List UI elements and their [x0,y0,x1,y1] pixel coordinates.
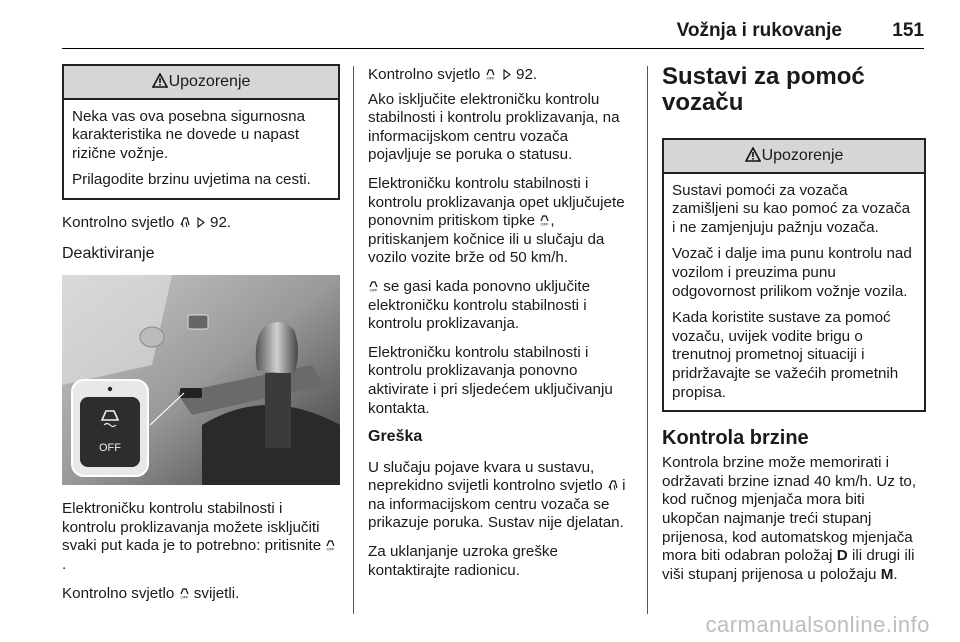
warning-body [64,100,338,198]
warning-text-2: Vozač i dalje ima punu kontrolu nad vozilom i preuzima punu odgovornost prilikom vožnje vozila. [672,245,912,300]
gear-m: M [880,565,894,583]
svg-text:OFF: OFF [326,546,335,552]
esc-fault-icon [607,479,618,491]
warning-title: Upozorenje [168,73,251,90]
page-ref-arrow-icon [196,217,206,228]
heading-deactivate: Deaktiviranje [62,244,155,262]
esc-off-icon [539,214,550,226]
warning-text-3: Kada koristite sustave za pomoć vozaču, uvijek vodite brigu o trenutnoj prometnoj situaciji i pridržavajte se važećih prometnih propisa. [672,309,899,401]
fault-text: U slučaju pojave kvara u sustavu, neprekidno svijetli kontrolno svjetlo i na informacijskom centru vozača se prikazuje poruka. Sustav nije djelatan. [368,458,626,532]
light-lit-text: Kontrolno svjetlo OFF svijetli. [62,584,240,602]
warning-text-1: Sustavi pomoći za vozača zamišljeni su kao pomoć za vozača i ne zamjenjuju pažnju vozača. [672,181,911,236]
control-light-ref-2: Kontrolno svjetlo OFF 92. [368,66,538,83]
header-title: Vožnja i rukovanje [676,20,842,41]
svg-text:OFF: OFF [180,594,189,599]
photo-off-label: OFF [99,442,121,455]
esc-off-icon [325,539,336,551]
svg-text:OFF: OFF [486,75,495,80]
light-off-text: OFF se gasi kada ponovno uključite elektroničku kontrolu stabilnosti i kontrolu proklizavanja. [368,277,591,333]
esc-off-button-photo [62,275,340,485]
ignition-text: Elektroničku kontrolu stabilnosti i kontrolu proklizavanja ponovno aktivirate i pri sljedećem uključivanju kontakta. [368,343,613,417]
warning-body [664,174,924,411]
gear-d: D [836,547,848,565]
warning-text-1: Neka vas ova posebna sigurnosna karakteristika ne dovede u napast rizične vožnje. [72,107,306,162]
warning-triangle-icon [152,73,168,88]
control-light-ref: Kontrolno svjetlo 92. [62,213,232,231]
workshop-text: Za uklanjanje uzroka greške kontaktirajte radionicu. [368,543,558,579]
warning-triangle-icon [745,147,761,162]
svg-text:OFF: OFF [369,287,378,292]
warning-box-2 [662,138,926,412]
esc-fault-icon [179,216,190,228]
column-2 [368,66,634,590]
column-divider-1 [353,66,354,614]
esc-off-icon [179,587,190,599]
heading-cruise-control: Kontrola brzine [662,427,809,450]
esc-off-icon [368,280,379,292]
warning-text-2: Prilagodite brzinu uvjetima na cesti. [72,171,311,189]
warning-header [664,140,924,174]
heading-driver-assistance: Sustavi za pomoć vozaču [662,63,865,116]
status-message-text: Ako isključite elektroničku kontrolu stabilnosti i kontrolu proklizavanja, na informacijskom centru vozača pojavljuje se poruka o statusu. [368,90,620,164]
column-1 [62,64,340,613]
page-ref-arrow-icon [502,69,512,80]
esc-off-icon [485,68,496,80]
warning-box-1 [62,64,340,200]
page-header [62,0,924,49]
page-number: 151 [892,20,924,41]
reactivate-text: Elektroničku kontrolu stabilnosti i kontrolu proklizavanja opet uključujete ponovnim pritiskom tipke OFF , pritiskanjem kočnice ili u slučaju da vozilo vozite brže od 50 km/h. [368,174,625,267]
column-3 [662,64,926,594]
deactivate-text: Elektroničku kontrolu stabilnosti i kontrolu proklizavanja možete isključiti svaki put kada je to potrebno: pritisnite OFF . [62,500,335,573]
column-divider-2 [647,66,648,614]
cruise-text: Kontrola brzine može memorirati i održavati brzine iznad 40 km/h. Uz to, kod ručnog mjenjača mora biti ukopčan najmanje treći stupanj prijenosa, kod automatskog mjenjača mora biti odabran položaj D ili drugi ili viši stupanj prijenosa u položaju M. [662,454,917,583]
watermark: carmanualsonline.info [705,612,930,637]
svg-text:OFF: OFF [540,221,549,227]
heading-fault: Greška [368,428,423,446]
warning-header [64,66,338,100]
warning-title: Upozorenje [761,147,844,164]
